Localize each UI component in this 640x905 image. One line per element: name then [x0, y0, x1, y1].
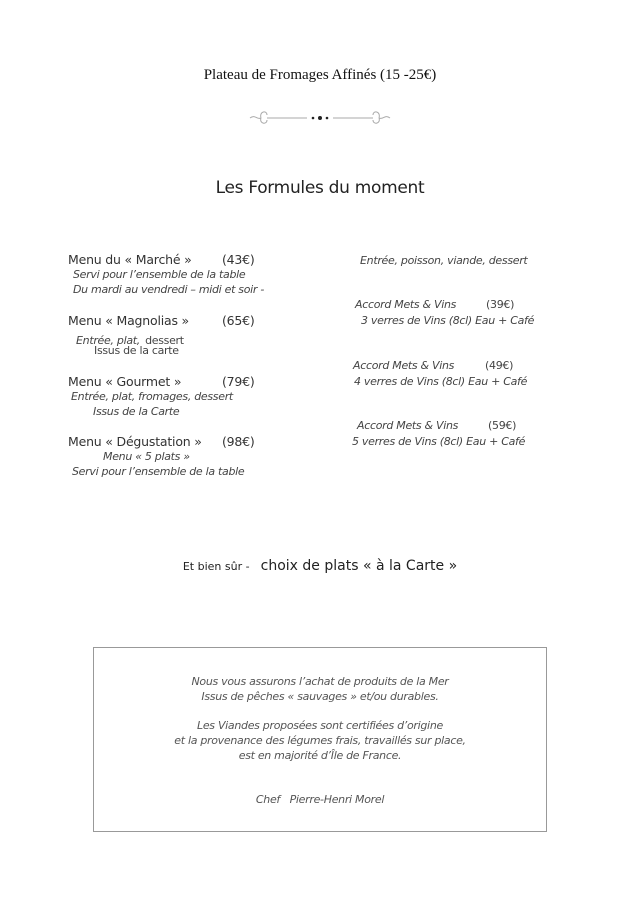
note-line: Les Viandes proposées sont certifiées d’origine [197, 719, 443, 732]
page-title: Plateau de Fromages Affinés (15 -25€) [203, 67, 437, 83]
accord-59-price: (59€) [488, 419, 517, 432]
menu-magnolias-desc-plain: dessert [145, 334, 184, 347]
menu-magnolias-name: Menu « Magnolias » [68, 313, 190, 328]
menu-marche-desc: Du mardi au vendredi – midi et soir - [73, 283, 265, 296]
note-line: Nous vous assurons l’achat de produits de la Mer [191, 675, 449, 688]
accord-59-desc: 5 verres de Vins (8cl) Eau + Café [352, 435, 526, 448]
menu-marche-desc: Servi pour l’ensemble de la table [73, 268, 246, 281]
note-line: Issus de pêches « sauvages » et/ou durables. [201, 690, 439, 703]
menu-magnolias-desc-italic: Entrée, plat, [76, 334, 140, 347]
menu-magnolias-price: (65€) [222, 313, 255, 328]
menu-gourmet-note: Issus de la Carte [93, 405, 180, 418]
accord-39-desc: 3 verres de Vins (8cl) Eau + Café [361, 314, 535, 327]
menu-gourmet-desc: Entrée, plat, fromages, dessert [71, 390, 233, 403]
chef-signature: Chef Pierre-Henri Morel [255, 793, 385, 806]
carte-main: choix de plats « à la Carte » [260, 558, 458, 574]
menu-degustation-price: (98€) [222, 434, 255, 449]
menu-marche-price: (43€) [222, 252, 255, 267]
degustation-courses: Entrée, poisson, viande, dessert [360, 254, 528, 267]
carte-prefix: Et bien sûr - [182, 560, 250, 573]
section-title: Les Formules du moment [215, 178, 425, 198]
accord-59-name: Accord Mets & Vins [357, 419, 459, 432]
menu-gourmet-name: Menu « Gourmet » [68, 374, 182, 389]
ornament-divider-icon [245, 106, 395, 128]
carte-line [0, 555, 640, 574]
accord-49-desc: 4 verres de Vins (8cl) Eau + Café [354, 375, 528, 388]
accord-39-name: Accord Mets & Vins [355, 298, 457, 311]
menu-gourmet-price: (79€) [222, 374, 255, 389]
menu-degustation-desc: Menu « 5 plats » [103, 450, 190, 463]
menu-degustation-name: Menu « Dégustation » [68, 434, 202, 449]
menu-magnolias-note: Issus de la carte [94, 344, 179, 357]
note-line: est en majorité d’Île de France. [238, 749, 402, 762]
note-line: et la provenance des légumes frais, travaillés sur place, [174, 734, 466, 747]
accord-39-price: (39€) [486, 298, 515, 311]
accord-49-name: Accord Mets & Vins [353, 359, 455, 372]
accord-49-price: (49€) [485, 359, 514, 372]
menu-marche-name: Menu du « Marché » [68, 252, 192, 267]
menu-degustation-note: Servi pour l’ensemble de la table [72, 465, 245, 478]
